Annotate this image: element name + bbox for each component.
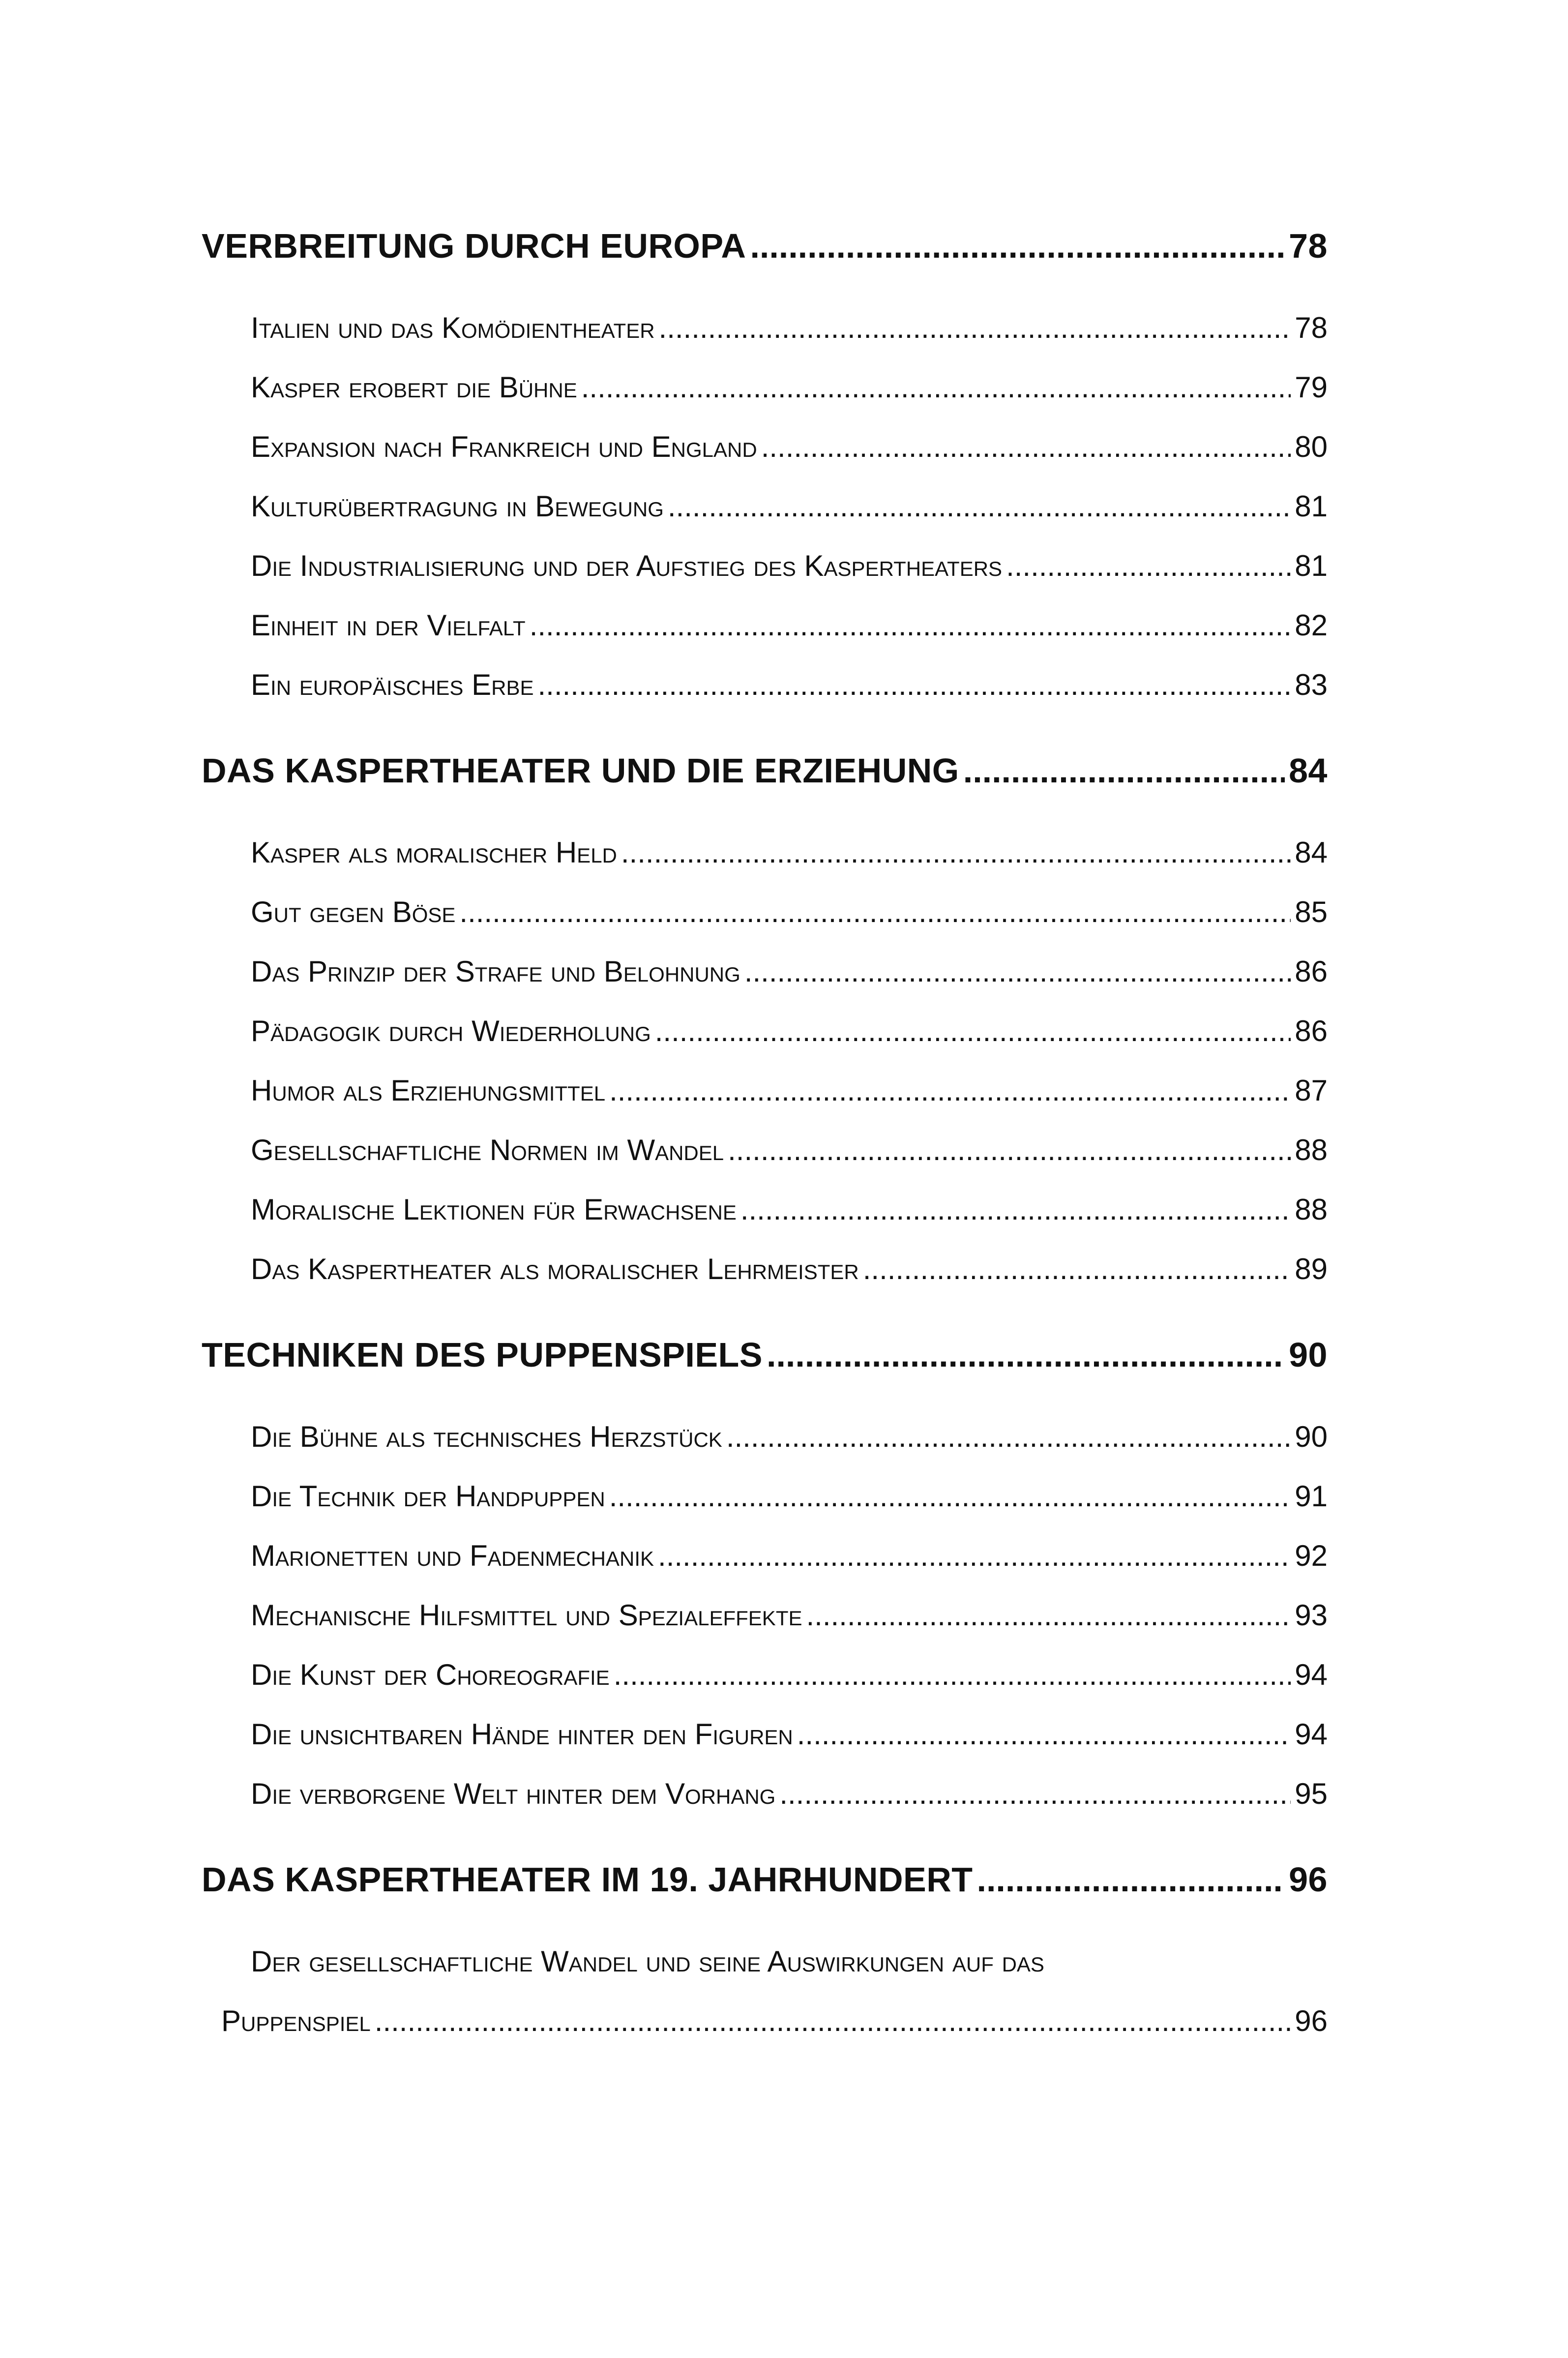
section-page-number: 88 [1295, 1193, 1328, 1226]
section-title: Einheit in der Vielfalt [251, 609, 526, 642]
toc-section [202, 1660, 1328, 1720]
toc-section [202, 611, 1328, 670]
dot-leader [779, 1779, 1291, 1809]
dot-leader [614, 1660, 1291, 1690]
toc-section [202, 2006, 1328, 2066]
dot-leader [659, 313, 1291, 343]
section-page-number: 82 [1295, 609, 1328, 642]
chapter-title: DAS KASPERTHEATER IM 19. JAHRHUNDERT [202, 1860, 973, 1899]
dot-leader [726, 1422, 1291, 1452]
section-page-number: 78 [1295, 311, 1328, 344]
section-title: Moralische Lektionen für Erwachsene [251, 1193, 737, 1226]
section-page-number: 80 [1295, 430, 1328, 463]
section-title: Die verborgene Welt hinter dem Vorhang [251, 1777, 776, 1810]
toc-section [202, 1016, 1328, 1076]
toc-section [202, 670, 1328, 730]
dot-leader [761, 432, 1291, 462]
dot-leader [977, 1862, 1285, 1897]
section-page-number: 85 [1295, 895, 1328, 928]
toc-section [202, 313, 1328, 373]
section-page-number: 83 [1295, 668, 1328, 701]
dot-leader [609, 1076, 1291, 1105]
toc-section-title-line1 [202, 1947, 1328, 2006]
section-title: Der gesellschaftliche Wandel und seine Auswirkungen auf das [251, 1945, 1044, 1978]
toc-chapter [202, 229, 1328, 288]
section-title-continued: Puppenspiel [221, 2004, 371, 2037]
dot-leader [658, 1541, 1291, 1571]
dot-leader [863, 1254, 1291, 1284]
section-page-number: 96 [1295, 2004, 1328, 2037]
section-title: Expansion nach Frankreich und England [251, 430, 757, 463]
chapter-page-number: 78 [1289, 227, 1328, 265]
chapter-page-number: 96 [1289, 1860, 1328, 1899]
section-page-number: 93 [1295, 1599, 1328, 1632]
dot-leader [806, 1601, 1291, 1630]
dot-leader [537, 670, 1291, 700]
chapter-title: TECHNIKEN DES PUPPENSPIELS [202, 1336, 763, 1374]
section-title: Das Prinzip der Strafe und Belohnung [251, 955, 740, 988]
section-title: Ein europäisches Erbe [251, 668, 534, 701]
section-title: Marionetten und Fadenmechanik [251, 1539, 654, 1572]
chapter-title: DAS KASPERTHEATER UND DIE ERZIEHUNG [202, 751, 959, 790]
dot-leader [767, 1338, 1285, 1372]
toc-chapter [202, 1862, 1328, 1921]
section-title: Italien und das Komödientheater [251, 311, 655, 344]
toc-section [202, 1601, 1328, 1660]
dot-leader [797, 1720, 1291, 1749]
section-title: Die Bühne als technisches Herzstück [251, 1420, 722, 1453]
section-title: Kulturübertragung in Bewegung [251, 490, 664, 523]
toc-section [202, 1779, 1328, 1839]
dot-leader [459, 897, 1291, 927]
section-title: Kasper als moralischer Held [251, 836, 617, 869]
dot-leader [744, 957, 1291, 986]
section-page-number: 86 [1295, 1015, 1328, 1047]
dot-leader [655, 1016, 1291, 1046]
toc-section [202, 1254, 1328, 1314]
toc-section [202, 1720, 1328, 1779]
dot-leader [581, 373, 1291, 402]
section-page-number: 86 [1295, 955, 1328, 988]
toc-section [202, 1135, 1328, 1195]
toc-section [202, 957, 1328, 1016]
section-page-number: 88 [1295, 1134, 1328, 1166]
table-of-contents [202, 229, 1328, 2066]
section-title: Die unsichtbaren Hände hinter den Figuren [251, 1718, 793, 1751]
toc-section [202, 492, 1328, 551]
section-page-number: 91 [1295, 1480, 1328, 1513]
chapter-page-number: 90 [1289, 1336, 1328, 1374]
dot-leader [963, 753, 1285, 788]
toc-section [202, 1422, 1328, 1482]
section-title: Die Technik der Handpuppen [251, 1480, 605, 1513]
section-page-number: 79 [1295, 371, 1328, 404]
section-page-number: 94 [1295, 1718, 1328, 1751]
section-page-number: 87 [1295, 1074, 1328, 1107]
section-title: Mechanische Hilfsmittel und Spezialeffekte [251, 1599, 802, 1632]
dot-leader [609, 1482, 1291, 1511]
dot-leader [750, 229, 1285, 263]
toc-section [202, 1482, 1328, 1541]
section-title: Pädagogik durch Wiederholung [251, 1015, 651, 1047]
dot-leader [375, 2006, 1291, 2036]
toc-chapter [202, 753, 1328, 812]
section-title: Das Kaspertheater als moralischer Lehrmeister [251, 1253, 859, 1285]
toc-section [202, 897, 1328, 957]
chapter-page-number: 84 [1289, 751, 1328, 790]
toc-section [202, 1076, 1328, 1135]
toc-section [202, 838, 1328, 897]
section-page-number: 92 [1295, 1539, 1328, 1572]
dot-leader [728, 1135, 1291, 1165]
toc-section [202, 1195, 1328, 1254]
dot-leader [1006, 551, 1291, 581]
section-title: Gesellschaftliche Normen im Wandel [251, 1134, 724, 1166]
section-page-number: 81 [1295, 549, 1328, 582]
section-page-number: 90 [1295, 1420, 1328, 1453]
section-page-number: 81 [1295, 490, 1328, 523]
chapter-title: VERBREITUNG DURCH EUROPA [202, 227, 746, 265]
section-page-number: 89 [1295, 1253, 1328, 1285]
toc-chapter [202, 1338, 1328, 1397]
toc-section [202, 551, 1328, 611]
section-page-number: 94 [1295, 1658, 1328, 1691]
section-title: Die Kunst der Choreografie [251, 1658, 610, 1691]
section-title: Humor als Erziehungsmittel [251, 1074, 606, 1107]
section-page-number: 84 [1295, 836, 1328, 869]
dot-leader [530, 611, 1291, 640]
section-title: Kasper erobert die Bühne [251, 371, 577, 404]
toc-section [202, 432, 1328, 492]
dot-leader [621, 838, 1291, 867]
section-page-number: 95 [1295, 1777, 1328, 1810]
toc-section [202, 1541, 1328, 1601]
dot-leader [740, 1195, 1291, 1224]
toc-section [202, 373, 1328, 432]
section-title: Gut gegen Böse [251, 895, 456, 928]
dot-leader [668, 492, 1291, 521]
section-title: Die Industrialisierung und der Aufstieg des Kaspertheaters [251, 549, 1003, 582]
